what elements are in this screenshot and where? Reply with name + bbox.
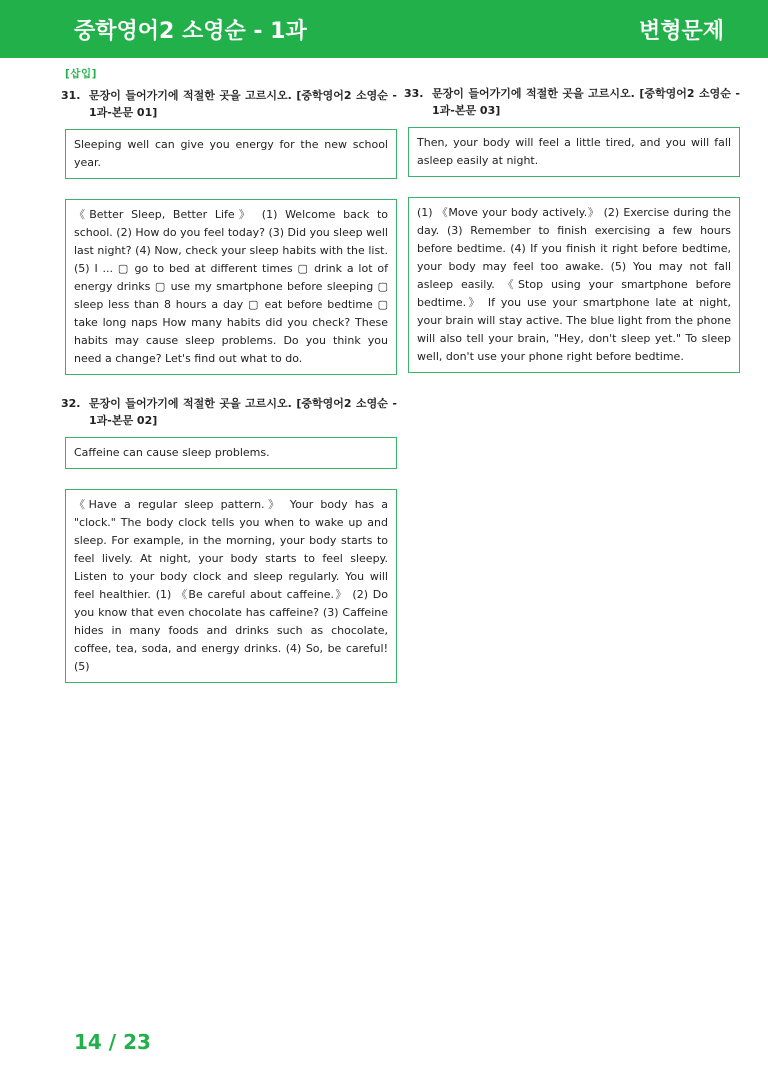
insert-sentence-box: Then, your body will feel a little tired, and you will fall asleep easily at night. bbox=[408, 127, 740, 177]
question-prompt: 문장이 들어가기에 적절한 곳을 고르시오. [중학영어2 소영순 - 1과-본문 01] bbox=[89, 89, 397, 119]
left-column bbox=[61, 66, 397, 683]
question-32 bbox=[61, 395, 397, 429]
insert-sentence-box: Sleeping well can give you energy for the new school year. bbox=[65, 129, 397, 179]
question-33 bbox=[404, 85, 740, 119]
insert-sentence-box: Caffeine can cause sleep problems. bbox=[65, 437, 397, 469]
passage-box: (1) 《Move your body actively.》 (2) Exercise during the day. (3) Remember to finish exercising a few hours before bedtime. (4) If you finish it right before bedtime, your body may feel too awake. (5) You may not fall asleep easily. 《Stop using your smartphone before bedtime.》 If you use your smartphone late at night, your brain will stay active. The blue light from the phone will also tell your brain, "Hey, don't sleep yet." To sleep well, don't use your phone right before bedtime. bbox=[408, 197, 740, 373]
question-number: 33. bbox=[404, 87, 424, 100]
passage-box: 《Better Sleep, Better Life》 (1) Welcome back to school. (2) How do you feel today? (3) Did you sleep well last night? (4) Now, check your sleep habits with the list. (5) I ... ▢ go to bed at different times ▢ drink a lot of energy drinks ▢ use my smartphone before sleeping ▢ sleep less than 8 hours a day ▢ eat before bedtime ▢ take long naps How many habits did you check? These habits may cause sleep problems. Do you think you need a change? Let's find out what to do. bbox=[65, 199, 397, 375]
question-prompt: 문장이 들어가기에 적절한 곳을 고르시오. [중학영어2 소영순 - 1과-본문 02] bbox=[89, 397, 397, 427]
passage-box: 《Have a regular sleep pattern.》 Your body has a "clock." The body clock tells you when to wake up and sleep. For example, in the morning, your body starts to feel lively. At night, your body starts to feel sleepy. Listen to your body clock and sleep regularly. You will feel healthier. (1) 《Be careful about caffeine.》 (2) Do you know that even chocolate has caffeine? (3) Caffeine hides in many foods and drinks such as chocolate, coffee, tea, soda, and energy drinks. (4) So, be careful! (5) bbox=[65, 489, 397, 683]
section-tag: [삽입] bbox=[65, 68, 97, 80]
page-number: 14 / 23 bbox=[74, 1030, 151, 1054]
page-header bbox=[0, 0, 768, 58]
question-number: 31. bbox=[61, 89, 81, 102]
right-column bbox=[404, 66, 740, 373]
question-prompt: 문장이 들어가기에 적절한 곳을 고르시오. [중학영어2 소영순 - 1과-본문 03] bbox=[432, 87, 740, 117]
document-title: 중학영어2 소영순 - 1과 bbox=[74, 19, 307, 44]
question-number: 32. bbox=[61, 397, 81, 410]
question-31 bbox=[61, 87, 397, 121]
document-category: 변형문제 bbox=[638, 19, 724, 44]
